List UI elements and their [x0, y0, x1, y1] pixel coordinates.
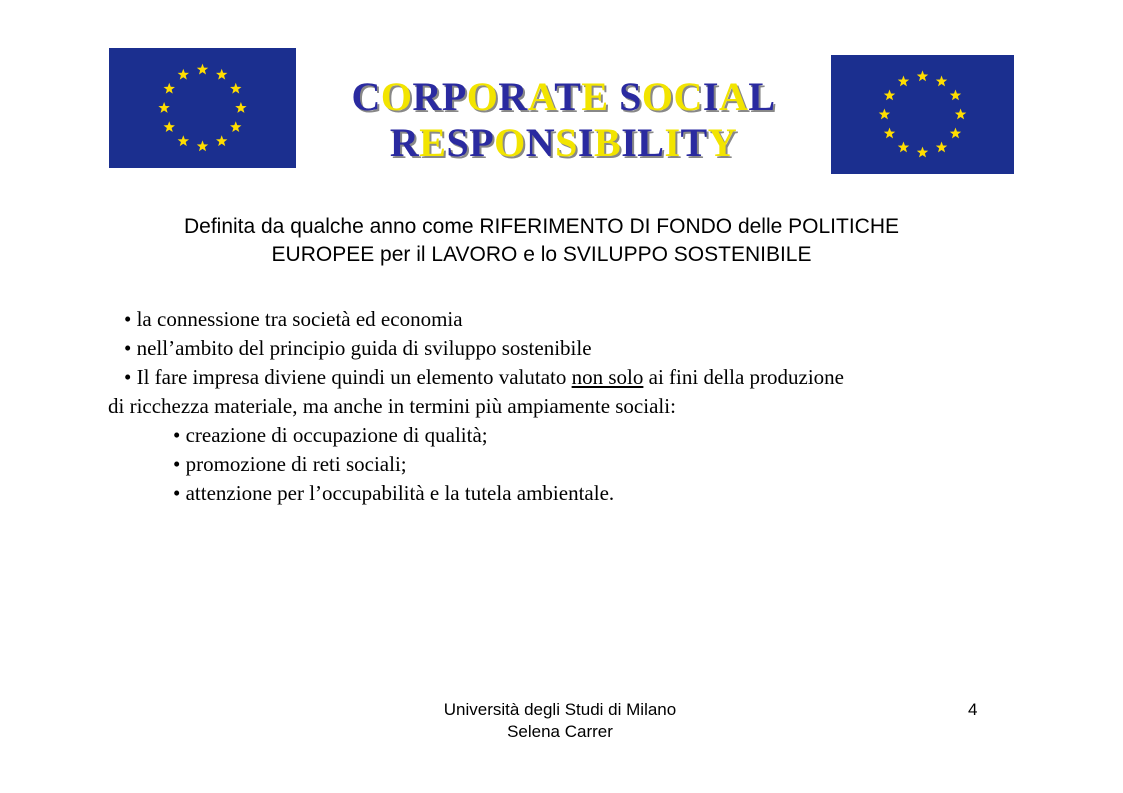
title-line-2	[296, 120, 831, 166]
bullet-enterprise-underlined: non solo	[571, 365, 644, 389]
title-letter: B	[594, 120, 622, 165]
title-letter: C	[673, 74, 703, 119]
title-letter: N	[525, 120, 556, 165]
title-letter: E	[581, 74, 609, 119]
footer-author: Selena Carrer	[507, 722, 613, 741]
title-letter: I	[664, 120, 681, 165]
title-letter: L	[637, 120, 665, 165]
title-letter: O	[494, 120, 526, 165]
sub-bullet-quality-jobs: • creazione di occupazione di qualità;	[173, 423, 488, 447]
title-letter: I	[621, 120, 638, 165]
title-line-1	[296, 74, 831, 120]
sub-bullet-social-networks: • promozione di reti sociali;	[173, 452, 407, 476]
title-letter: O	[641, 74, 674, 119]
intro-line-1: Definita da qualche anno come RIFERIMENTO DI FONDO delle POLITICHE	[183, 215, 900, 238]
title-letter: C	[351, 74, 381, 119]
title-letter: O	[380, 74, 413, 119]
title-letter: T	[554, 74, 582, 119]
title-letter: L	[748, 74, 776, 119]
title-letter: I	[702, 74, 719, 119]
bullet-sustainable-principle: • nell’ambito del principio guida di sviluppo sostenibile	[124, 336, 592, 360]
title-letter: S	[555, 120, 578, 165]
bullet-connection: • la connessione tra società ed economia	[124, 307, 463, 331]
title-letter: A	[527, 74, 555, 119]
intro-statement	[110, 213, 973, 269]
title-letter: S	[446, 120, 470, 165]
eu-flag-right-icon	[831, 55, 1014, 174]
title-letter	[609, 74, 620, 119]
bullet-enterprise-text-end: ai fini della produzione	[643, 365, 844, 389]
title-letter: I	[577, 120, 594, 165]
sub-bullet-employability: • attenzione per l’occupabilità e la tutela ambientale.	[173, 481, 615, 505]
slide-footer	[360, 699, 760, 743]
title-letter: R	[389, 120, 420, 165]
bullet-enterprise	[124, 363, 984, 392]
footer-institution: Università degli Studi di Milano	[443, 700, 677, 719]
title-letter: R	[412, 74, 442, 119]
title-letter: P	[441, 74, 467, 119]
title-letter: O	[466, 74, 499, 119]
title-letter: E	[419, 120, 447, 165]
intro-line-2: EUROPEE per il LAVORO e lo SVILUPPO SOSTENIBILE	[271, 243, 812, 266]
slide-title	[296, 74, 831, 166]
title-letter: R	[498, 74, 528, 119]
title-letter: P	[469, 120, 495, 165]
title-letter: A	[718, 74, 749, 119]
title-letter: S	[619, 74, 642, 119]
title-letter: T	[680, 120, 708, 165]
bullet-enterprise-continuation: di ricchezza materiale, ma anche in termini più ampiamente sociali:	[108, 394, 676, 418]
bullet-list	[108, 305, 984, 508]
title-letter: Y	[707, 120, 738, 165]
page-number: 4	[968, 700, 978, 719]
bullet-enterprise-text-start: • Il fare impresa diviene quindi un elemento valutato	[124, 365, 572, 389]
eu-flag-left-icon	[109, 48, 296, 168]
